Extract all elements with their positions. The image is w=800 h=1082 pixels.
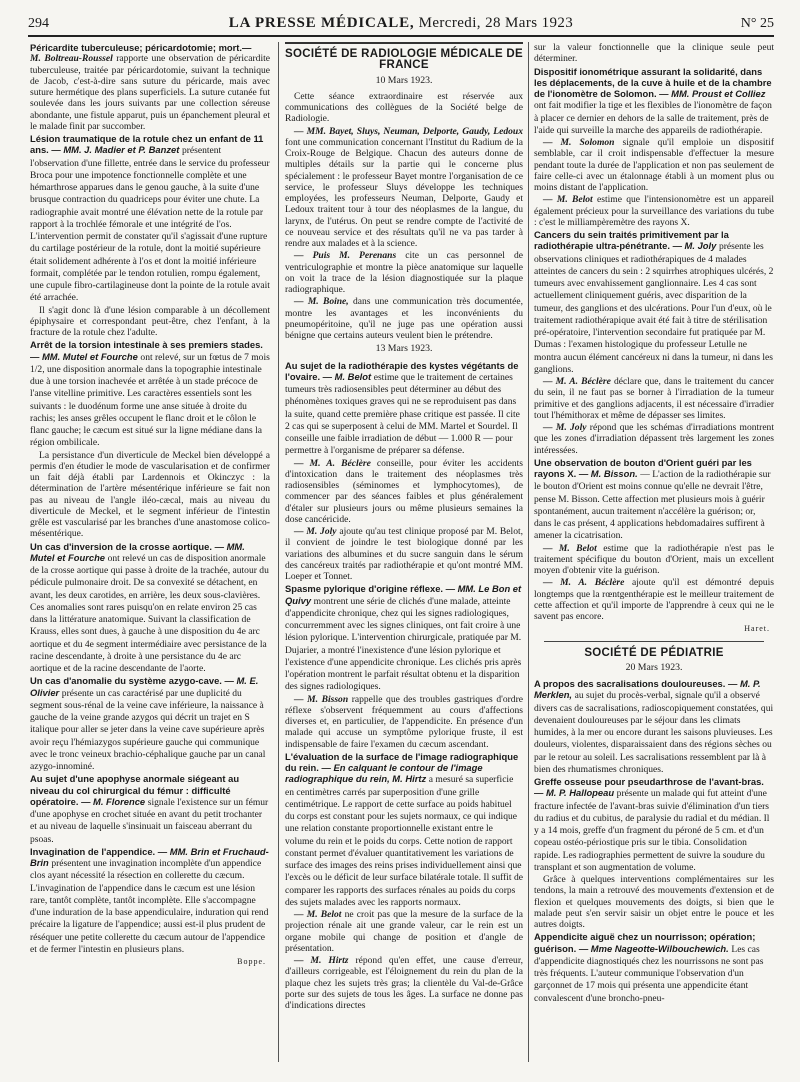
article-author: — M. Solomon (543, 137, 615, 148)
article-author: — MM. Brin et Fruchaud-Brin (30, 845, 269, 868)
article-title: Un cas d'anomalie du système azygo-cave. (30, 675, 222, 687)
page-number: 294 (28, 16, 49, 31)
article-author: — MM. Le Bon et Quivy (285, 583, 522, 606)
section-rule (285, 42, 523, 44)
article-body: M. Boltreau-Roussel rapporte une observation de péricardite tuberculeuse, traitée par péricardotomie, suivant la technique de Jacob, c'est-à-dire sans suture du péricarde, mais avec suture hermétique des plans superficiels. La suture cutanée fut soulevée dans les jours suivants par une collection séreuse abondante, une fistule apparut, puis un épanchement pleural et le malade finit par succomber. (30, 53, 270, 132)
article-author: — M. Bisson (294, 693, 349, 705)
article-author: — M. Belot (322, 370, 372, 382)
reporter-signature: Boppe. (237, 957, 266, 966)
article-paragraph: — M. Boine, dans une communication très documentée, montre les avantages et les inconvénients du pneumopéritoine, qu'il ne juge pas une opération aussi bénigne que certains auteurs veulent bien le prétendre. (285, 296, 523, 341)
article-author: — M. A. Béclère (543, 577, 625, 589)
article-author: — MM. Proust et Colliez (659, 88, 766, 99)
article-paragraph: Grâce à quelques interventions complémentaires sur les tendons, la main a retrouvé des mouvements d'extension et de flexion et quelques mouvements des doigts, si bien que le malade peut s'en servir saisir un objet entre le pouce et les autres doigts. (534, 874, 774, 930)
article-author: — En calquant le contour de l'image radiographique du rein, M. Hirtz (285, 762, 483, 785)
article-paragraph: — MM. Bayet, Sluys, Neuman, Delporte, Gaudy, Ledoux font une communication concernant l'Institut du Radium de la Croix-Rouge de Belgique. Chacun des auteurs donne de multiples détails sur la partie qui le concerne plus spécialement : le professeur Bayet montre l'organisation de ce service, le professeur Sluys développe les techniques employées, les professeurs Neuman, Delporte, Gaudy et Ledoux traitent tour à tour des néoplasmes de la langue, du larynx, de l'utérus. On peut se rendre compte de l'activité de ce nouveau service et des résultats qu'il ne va pas tarder à rendre aux malades et à la science. (285, 125, 523, 249)
article-heading: Au sujet de la radiothérapie des kystes végétants de l'ovaire. — M. Belot estime que le traitement de certaines tumeurs très radiosensibles peut déterminer au début des phénomènes toxiques graves qui ne se reproduisent pas dans la suite, quand cette première phase critique est passée. Il cite 2 cas qui se superposent à celui de MM. Martel et Sourdel. Il conseille une faible irradiation de début — 1.000 R — pour permettre à l'organisme de préparer sa défense. (285, 359, 520, 457)
column-left (30, 42, 270, 1062)
section-rule (544, 641, 764, 642)
article-heading: Lésion traumatique de la rotule chez un enfant de 11 ans. — MM. J. Madier et P. Banzet présentent l'observation d'une fillette, entrée dans le service du professeur Broca pour une impotence fonctionnelle complète et une hémarthrose apparues dans le genou gauche, à la suite d'une brusque contraction du quadriceps pour éviter une chute. La radiographie avait montré une élévation nette de la rotule par rapport à la trochlée fémorale et une intégrité de l'os. L'intervention permit de constater qu'il s'agissait d'une rupture du cartilage postérieur de la rotule, dont la moitié supérieure était solidement adhérente à l'os et dont la moitié inférieure formait, complétée par le tendon rotulien, rompu également, une cupule fibro-cartilagineuse dont la pointe de la rotule avait été arrachée. (30, 133, 270, 304)
article-paragraph: — M. A. Béclère conseille, pour éviter les accidents d'intoxication dans le traitement des néoplasmes très radiosensibles (séminomes et lymphocytomes), de commencer par des séances faibles et plus généralement d'étaler sur plusieurs jours ou même plusieurs semaines la dose cancéricide. (285, 457, 523, 525)
article-author: — Puis M. Perenans (294, 250, 397, 262)
article-paragraph: Cette séance extraordinaire est réservée aux communications des collègues de la Société belge de Radiologie. (285, 90, 523, 125)
session-date: 10 Mars 1923. (375, 74, 433, 86)
article-heading: Greffe osseuse pour pseudarthrose de l'avant-bras. — M. P. Hallopeau présente un malade qui fut atteint d'une fracture infectée de l'avant-bras suivie d'élimination d'un tiers du radius et du cubitus, de paralysie du radial et du médian. Il y a 14 mois, greffe d'un fragment du péroné de 5 cm. et d'un copeau ostéo-périostique pris sur le tibia. Consolidation rapide. Les radiographies permettent de suivre la soudure du transplant et son augmentation de volume. (534, 776, 770, 873)
article-author: — M. A. Béclère (543, 376, 611, 387)
article-title: Arrêt de la torsion intestinale à ses premiers stades. (30, 339, 263, 351)
article-heading: Une observation de bouton d'Orient guéri par les rayons X. — M. Bisson. — L'action de la radiothérapie sur le bouton d'Orient est moins connue qu'elle ne devrait l'être, pense M. Bisson. Cette affection met plusieurs mois à guérir spontanément, aucun traitement n'accélère la guérison; or, dans le cas présent, 4 applications hebdomadaires suffirent à amener la cicatrisation. (534, 456, 771, 542)
article-heading: Au sujet d'une apophyse anormale siégeant au niveau du col chirurgical du fémur : difficulté opératoire. — M. Florence signale l'existence sur un fémur d'une apophyse en crochet située en avant du petit trochanter et au niveau de laquelle s'insinuait un faisceau aberrant du psoas. (30, 773, 269, 845)
reporter-signature: Haret. (744, 624, 770, 634)
session-date: 13 Mars 1923. (375, 343, 433, 355)
article-heading: Invagination de l'appendice. — MM. Brin et Fruchaud-Brin présentent une invagination incomplète d'un appendice clos ayant nécessité la résection en collerette du cæcum. L'invagination de l'appendice dans le cæcum est une lésion rare, tantôt complète, tantôt incomplète. Elle s'accompagne d'une induration de la base appendiculaire, induration qui rend précaire la ligature de l'appendice; aussi est-il plus prudent de réséquer une petite collerette du cæcum autour de l'appendice et de fermer l'intestin en plusieurs plans. (30, 845, 269, 955)
article-title: Spasme pylorique d'origine réflexe. (285, 583, 444, 595)
article-title: Dispositif ionométrique assurant la solidarité, dans les déplacements, de la cuve à huile et de la chambre de l'ionomètre de Solomon. (534, 65, 772, 99)
article-author: — MM. Mutel et Fourche (30, 540, 245, 563)
article-paragraph: — M. Joly ajoute qu'au test clinique proposé par M. Belot, il convient de joindre le test biologique donné par les variations des albumines et du sucre sanguin dans le sérum des cancéreux traités par radiothérapie et qu'ont montré MM. Loeper et Tonnet. (285, 526, 523, 582)
article-paragraph: — M. Belot ne croit pas que la mesure de la surface de la projection rénale ait une grande valeur, car le rein est un organe mobile qui change de position et d'angle de présentation. (285, 909, 523, 954)
article-heading: Un cas d'inversion de la crosse aortique. — MM. Mutel et Fourche ont relevé un cas de disposition anormale de la crosse aortique qui passe à droite de la trachée, autour du pédicule pulmonaire droit. De sa convexité se détachent, en avant, les deux carotides, en arrière, les deux sous-clavières. Ces anomalies sont rares puisqu'on en relate environ 25 cas dans la littérature anatomique. Suivant la classification de Krauss, elles sont dues, à gauche à une disposition du 4e arc aortique et du 4e segment intermédiaire avec persistance de la racine descendante, à droite à une persistance du 4e arc aortique et de la racine descendante de l'aorte. (30, 540, 269, 674)
article-paragraph: — M. Joly répond que les schémas d'irradiations montrent que les zones d'irradiation dépassent très largement les zones intéressées. (534, 422, 774, 456)
article-author: — M. E. Olivier (30, 675, 259, 698)
article-heading: Arrêt de la torsion intestinale à ses premiers stades. — MM. Mutel et Fourche ont relevé, sur un fœtus de 7 mois 1/2, une disposition anormale dans la topographie intestinale due à une torsion inachevée et arrêtée à un stade précoce de l'anse vitelline primitive. Les caractères essentiels sont les suivants : le duodénum forme une anse située à droite du rachis; les anses grêles occupent le flanc droit et le côlon le flanc gauche; le cæcum est situé sur la ligne médiane dans la région ombilicale. (30, 339, 270, 449)
article-title: Péricardite tuberculeuse; péricardotomie; mort.— (30, 42, 252, 53)
article-paragraph: Il s'agit donc là d'une lésion comparable à un décollement épiphysaire et correspondant peut-être, chez l'enfant, à la fracture de la rotule chez l'adulte. (30, 304, 270, 338)
page-header (28, 12, 774, 34)
article-paragraph: — M. A. Béclère ajoute qu'il est démontré depuis longtemps que la rœntgenthérapie est le meilleur traitement de cette affection et qu'il importe de l'apprendre à ceux qui ne le savent pas encore. (534, 577, 774, 622)
article-title: Au sujet d'une apophyse anormale siégeant au niveau du col chirurgical du fémur : difficulté opératoire. (30, 773, 240, 807)
column-divider (278, 42, 279, 1062)
article-heading: Un cas d'anomalie du système azygo-cave. — M. E. Olivier présente un cas caractérisé par une duplicité du segment sous-rénal de la veine cave inférieure, la naissance à gauche de la veine grande azygos qui décrit un trajet en S italique pour aller se jeter dans la veine cave supérieure après avoir reçu l'hémiazygos supérieure gauche qui communique avec le tronc veineux brachio-céphalique gauche par un canal azygo-innominé. (30, 675, 266, 772)
column-divider (528, 42, 529, 1062)
article-paragraph: — Puis M. Perenans cite un cas personnel de ventriculographie et montre la pièce anatomique sur laquelle on voit la trace de la lésion diagnostiquée sur la plaque radiographique. (285, 250, 523, 295)
article-author: — M. Boine, (294, 296, 349, 308)
article-paragraph: — M. A. Béclère déclare que, dans le traitement du cancer du sein, il ne faut pas se borner à l'irradiation de la tumeur primitive et des ganglions adjacents, il est nécessaire d'irradier tout l'hémithorax et même de dépasser ses limites. (534, 376, 774, 421)
article-author: — M. A. Béclère (294, 457, 371, 469)
article-author: — Mme Nageotte-Wilbouchewich. (578, 942, 729, 954)
article-paragraph: — M. Hirtz répond qu'en effet, une cause d'erreur, d'ailleurs corrigeable, est l'éloignement du rein du plan de la plaque chez les sujets très gras; la clientèle du Val-de-Grâce porte sur des sujets de tous les âges. La surface ne donne pas d'indications directes (285, 955, 523, 1011)
article-author: — M. P. Hallopeau (534, 787, 615, 799)
article-author: — MM. Bayet, Sluys, Neuman, Delporte, Gaudy, Ledoux (294, 125, 523, 137)
article-heading: Dispositif ionométrique assurant la solidarité, dans les déplacements, de la cuve à huile et de la chambre de l'ionomètre de Solomon. — MM. Proust et Colliez ont fait modifier la tige et les flexibles de l'ionomètre de façon à placer ce dernier en dehors de la salle de traitement, près de l'aide qui surveille la marche des appareils de radiothérapie. (534, 65, 772, 136)
article-heading: Spasme pylorique d'origine réflexe. — MM. Le Bon et Quivy montrent une série de clichés d'une malade, atteinte d'appendicite chronique, chez qui les signes radiologiques, concurremment avec les signes cliniques, ont fait croire à une lésion pylorique. L'intervention chirurgicale, pratiquée par M. Dujarier, a montré l'inexistence d'une lésion pylorique et l'existence d'une appendicite chronique. Les clichés pris après l'opération montrent le parfait résultat obtenu et la disparition des signes radiologiques. (285, 583, 522, 693)
article-heading: Cancers du sein traités primitivement par la radiothérapie ultra-pénétrante. — M. Joly présente les observations cliniques et radiothérapiques de 4 malades atteintes de cancers du sein : 2 squirrhes atrophiques ulcérés, 2 tumeurs avec envahissement ganglionnaire. Les 4 cas sont actuellement cliniquement guéris, avec disparition de la tumeur, des ganglions et des ulcérations. Pour l'un d'eux, où le traitement radiothérapique avait été fait à titre de stérilisation pré-opératoire, l'intervention secondaire fut pratiquée par M. Dumas : l'examen histologique du professeur Letulle ne montra aucun élément cancéreux ni dans la tumeur, ni dans les ganglions. (534, 229, 774, 375)
article-author: — MM. J. Madier et P. Banzet (51, 144, 180, 156)
article-author: — M. Belot (543, 194, 593, 206)
article-title: Appendicite aiguë chez un nourrisson; opération; guérison. (534, 931, 756, 954)
article-paragraph: — M. Belot estime que la radiothérapie n'est pas le traitement spécifique du bouton d'Orient, mais un excellent moyen d'obtenir vite la guérison. (534, 542, 774, 576)
section-title: SOCIÉTÉ DE PÉDIATRIE (584, 646, 724, 659)
article-paragraph: — M. Solomon signale qu'il emploie un dispositif semblable, car il croit indispensable d'effectuer la mesure pendant toute la durée de l'application et non pas seulement de faire celle-ci avec un étalonnage établi à un moment plus ou moins distant de l'application. (534, 137, 774, 193)
article-author: — M. Bisson. (578, 468, 638, 479)
article-author: — M. Joly (672, 240, 717, 252)
article-paragraph: sur la valeur fonctionnelle que la clinique seule peut déterminer. (534, 42, 774, 65)
header-rule (28, 35, 774, 37)
article-title: Cancers du sein traités primitivement par la radiothérapie ultra-pénétrante. (534, 229, 729, 252)
article-paragraph: — M. Bisson rappelle que des troubles gastriques d'ordre réflexe s'observent fréquemment au cours d'affections diverses et, en particulier, de l'appendicite. En présence d'un malade qui accuse un symptôme pylorique fruste, il est indispensable de faire l'examen du cæcum ascendant. (285, 693, 523, 750)
article-title: Au sujet de la radiothérapie des kystes végétants de l'ovaire. (285, 359, 519, 382)
article-author: M. Boltreau-Roussel (30, 53, 113, 65)
session-date: 20 Mars 1923. (625, 661, 683, 673)
article-title: Un cas d'inversion de la crosse aortique. (30, 540, 212, 552)
article-title: Lésion traumatique de la rotule chez un enfant de 11 ans. (30, 133, 264, 156)
article-heading: L'évaluation de la surface de l'image radiographique du rein. — En calquant le contour de l'image radiographique du rein, M. Hirtz a mesuré sa superficie en centimètres carrés par superposition d'une grille centimétrique. Le rapport de cette surface au poids habituel du corps est constant pour les sujets normaux, ce qui indique une relation constante proportionnelle existant entre le volume du rein et le poids du corps. Cette notion de rapport constant permet d'évaluer quantitativement les variations de surface des images des reins prises individuellement ainsi que l'excès ou le déficit de leur surface bilatérale totale. Il suffit de comparer les rapports des surfaces rénales au poids du corps des sujets malades avec les rapports normaux. (285, 750, 523, 908)
column-middle (285, 42, 523, 1062)
article-author: — M. Joly (543, 422, 587, 433)
issue-number: N° 25 (740, 16, 774, 31)
article-author: — M. Belot (294, 909, 342, 920)
issue-date: Mercredi, 28 Mars 1923 (418, 15, 574, 31)
article-heading: A propos des sacralisations douloureuses. — M. P. Merklen, au sujet du procès-verbal, signale qu'il a observé divers cas de sacralisations, radioscopiquement constatées, qui devenaient douloureuses par le séjour dans les climats humides, à la mer ou encore durant les saisons pluvieuses. Les douleurs, violentes, disparaissaient dans des régions sèches ou par le retour au soleil. Les sacralisations ressemblent par là à bien des rhumatismes chroniques. (534, 678, 774, 775)
article-paragraph: La persistance d'un diverticule de Meckel bien développé a permis d'en étudier le mode de vascularisation et de confirmer un fait déjà établi par Lardennois et Okinczyc : la détermination de l'artère mésentérique inférieure se fait non pas au niveau de l'angle iléo-cæcal, mais au niveau du diverticule de Meckel, et le segment inférieur de l'intestin grêle est vascularisé par les branches d'une anastomose colico-mésentérique. (30, 449, 270, 540)
article-title: L'évaluation de la surface de l'image radiographique du rein. (285, 750, 519, 773)
article-title: Invagination de l'appendice. (30, 845, 156, 857)
journal-masthead (28, 15, 774, 32)
article-title: A propos des sacralisations douloureuses. (534, 678, 726, 689)
article-heading: Appendicite aiguë chez un nourrisson; opération; guérison. — Mme Nageotte-Wilbouchewich. Les cas d'appendicite diagnostiqués chez les nourrissons ne sont pas très fréquents. L'auteur communique l'observation d'un garçonnet de 17 mois qui présenta une appendicite étant convalescent d'une broncho-pneu- (534, 931, 764, 1004)
article-author: — M. Belot (543, 542, 597, 554)
article-author: — M. Hirtz (294, 955, 349, 966)
article-title: Greffe osseuse pour pseudarthrose de l'avant-bras. (534, 776, 764, 787)
article-author: — M. P. Merklen, (534, 678, 761, 701)
column-right (534, 42, 774, 1062)
article-author: — MM. Mutel et Fourche (30, 350, 138, 362)
journal-title: LA PRESSE MÉDICALE, (228, 15, 415, 31)
article-title: Une observation de bouton d'Orient guéri par les rayons X. (534, 456, 752, 479)
article-author: — M. Florence (81, 795, 146, 807)
section-title: SOCIÉTÉ DE RADIOLOGIE MÉDICALE DE FRANCE (285, 48, 523, 72)
article-paragraph: — M. Belot estime que l'intensionomètre est un appareil également précieux pour la surveillance des variations du tube : c'est le milliampèremètre des rayons X. (534, 194, 774, 228)
article-author: — M. Joly (294, 526, 337, 537)
